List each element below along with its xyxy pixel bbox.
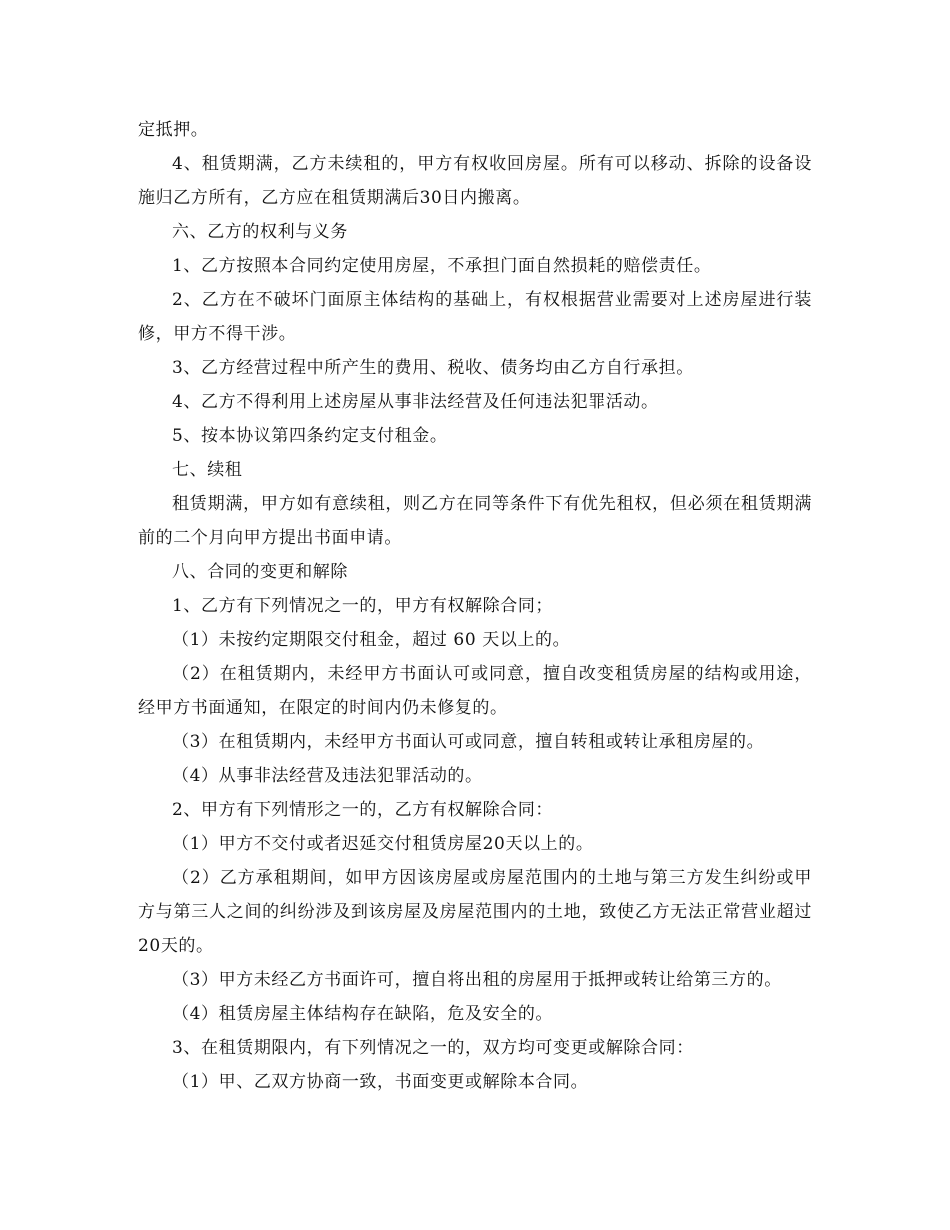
paragraph: 4、租赁期满，乙方未续租的，甲方有权收回房屋。所有可以移动、拆除的设备设施归乙方所有，乙方应在租赁期满后30日内搬离。 xyxy=(138,154,812,208)
section-heading: 七、续租 xyxy=(172,460,243,480)
paragraph: 2、甲方有下列情形之一的，乙方有权解除合同： xyxy=(172,800,554,820)
paragraph: 2、乙方在不破坏门面原主体结构的基础上，有权根据营业需要对上述房屋进行装修，甲方不得干涉。 xyxy=(138,290,812,344)
list-item: （2）乙方承租期间，如甲方因该房屋或房屋范围内的土地与第三方发生纠纷或甲方与第三人之间的纠纷涉及到该房屋及房屋范围内的土地，致使乙方无法正常营业超过20天的。 xyxy=(138,868,812,956)
list-item: （4）租赁房屋主体结构存在缺陷，危及安全的。 xyxy=(172,1004,554,1024)
paragraph: 4、乙方不得利用上述房屋从事非法经营及任何违法犯罪活动。 xyxy=(172,392,659,412)
paragraph: 租赁期满，甲方如有意续租，则乙方在同等条件下有优先租权，但必须在租赁期满前的二个月向甲方提出书面申请。 xyxy=(138,494,812,548)
paragraph: 3、在租赁期限内，有下列情况之一的，双方均可变更或解除合同： xyxy=(172,1038,694,1058)
list-item: （3）甲方未经乙方书面许可，擅自将出租的房屋用于抵押或转让给第三方的。 xyxy=(172,970,782,990)
section-heading: 八、合同的变更和解除 xyxy=(172,562,348,582)
list-item: （3）在租赁期内，未经甲方书面认可或同意，擅自转租或转让承租房屋的。 xyxy=(172,732,765,752)
section-heading: 六、乙方的权利与义务 xyxy=(172,222,348,242)
paragraph: 定抵押。 xyxy=(138,120,209,140)
document-body xyxy=(138,113,812,1099)
paragraph: 1、乙方有下列情况之一的，甲方有权解除合同； xyxy=(172,596,554,616)
list-item: （1）未按约定期限交付租金，超过 60 天以上的。 xyxy=(172,630,571,650)
list-item: （1）甲方不交付或者迟延交付租赁房屋20天以上的。 xyxy=(172,834,594,854)
paragraph: 1、乙方按照本合同约定使用房屋，不承担门面自然损耗的赔偿责任。 xyxy=(172,256,712,276)
list-item: （4）从事非法经营及违法犯罪活动的。 xyxy=(172,766,483,786)
paragraph: 3、乙方经营过程中所产生的费用、税收、债务均由乙方自行承担。 xyxy=(172,358,694,378)
list-item: （2）在租赁期内，未经甲方书面认可或同意，擅自改变租赁房屋的结构或用途，经甲方书面通知，在限定的时间内仍未修复的。 xyxy=(138,664,812,718)
paragraph: 5、按本协议第四条约定支付租金。 xyxy=(172,426,448,446)
list-item: （1）甲、乙双方协商一致，书面变更或解除本合同。 xyxy=(172,1072,589,1092)
